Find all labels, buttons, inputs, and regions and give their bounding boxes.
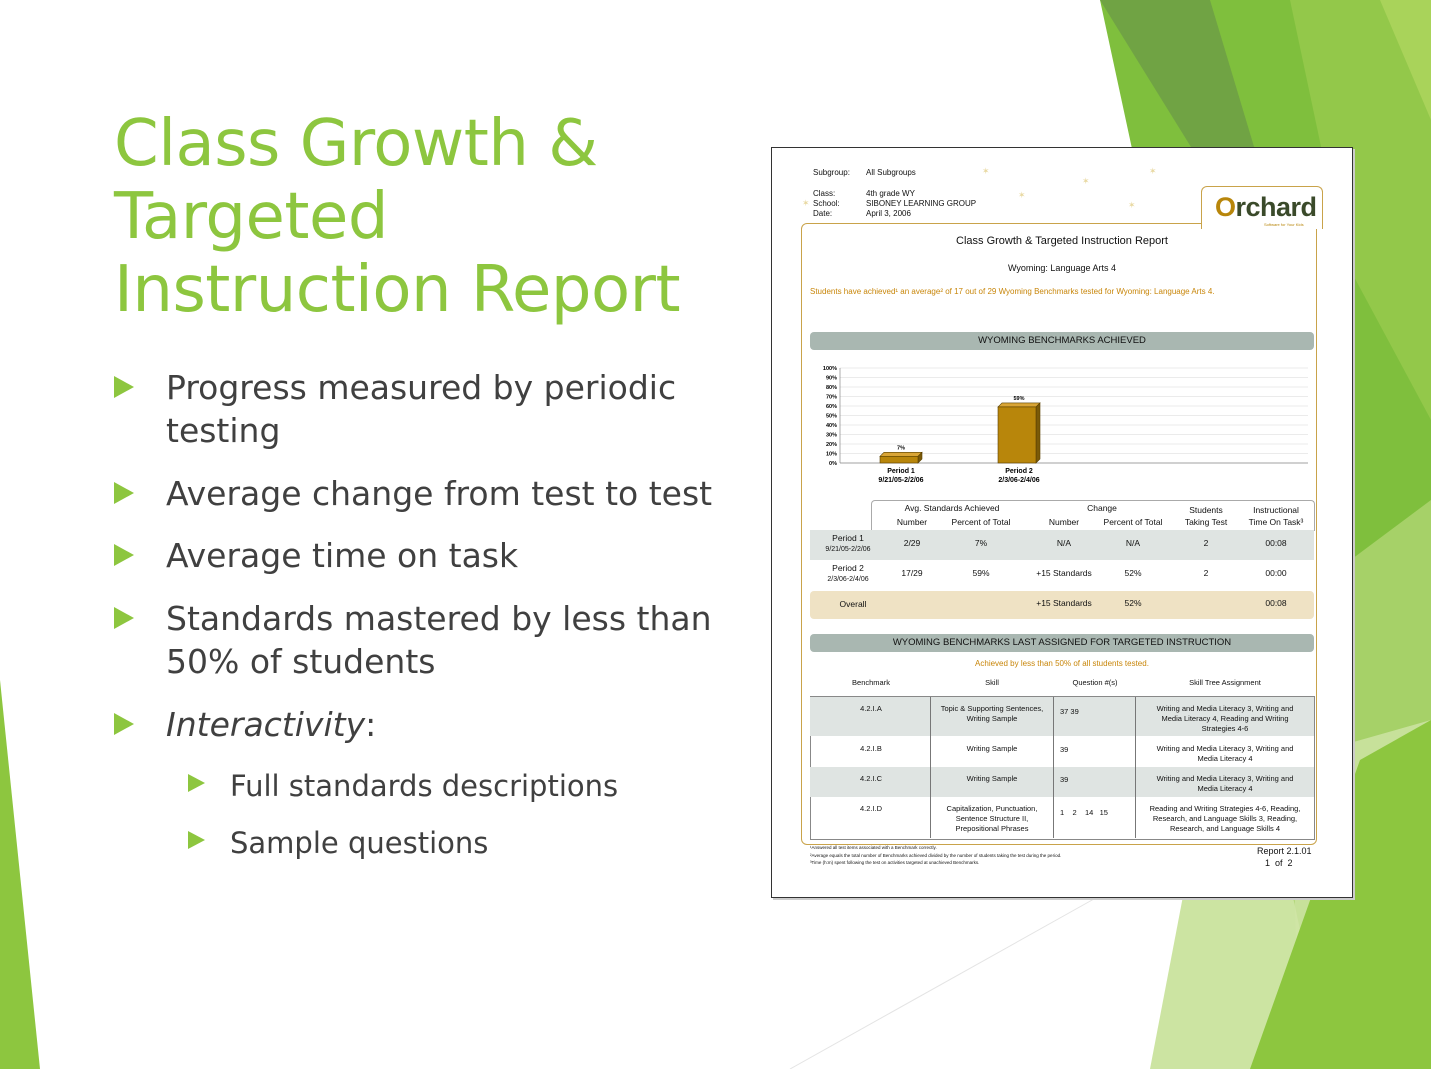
y-tick-label: 40% <box>825 423 837 429</box>
y-tick-label: 30% <box>825 432 837 439</box>
bullet-arrow-icon <box>114 713 134 735</box>
header-time: Instructional <box>1253 505 1299 515</box>
cell-number: 2/29 <box>903 538 921 548</box>
bar-value-label: 7% <box>897 445 905 452</box>
y-tick-label: 10% <box>825 451 837 458</box>
cell-questions: 39 <box>1060 745 1069 754</box>
cell-benchmark: 4.2.I.C <box>859 774 883 783</box>
cell-assignment-3: Strategies 4-6 <box>1201 724 1249 733</box>
overall-time: 00:08 <box>1265 598 1287 608</box>
star-icon: ✶ <box>1149 166 1157 176</box>
sub-bullet-text: Sample questions <box>230 826 489 860</box>
meta-school-label: School: <box>813 199 840 208</box>
y-tick-label: 100% <box>822 366 837 372</box>
cell-questions: 1 2 14 15 <box>1060 808 1108 817</box>
title-line-3: Instruction Report <box>114 253 681 327</box>
left-green-triangle <box>0 680 40 1069</box>
x-category-dates: 9/21/05-2/2/06 <box>878 477 924 484</box>
overall-label: Overall <box>839 599 867 609</box>
y-tick-label: 60% <box>825 404 837 410</box>
cell-assignment-2: Media Literacy 4 <box>1197 754 1253 763</box>
report-subtitle: Wyoming: Language Arts 4 <box>1008 263 1116 273</box>
sub-bullet-text: Full standards descriptions <box>230 769 619 803</box>
sub-bullet-arrow-icon <box>188 774 205 792</box>
row-label: Period 1 <box>832 533 864 543</box>
cell-change-percent: N/A <box>1125 538 1141 548</box>
star-icon: ✶ <box>1082 176 1090 186</box>
logo-tagline: Software for Your Kids <box>1264 222 1304 227</box>
y-tick-label: 20% <box>825 442 837 448</box>
cell-time: 00:08 <box>1265 538 1287 548</box>
bullet-arrow-icon <box>114 607 134 629</box>
meta-school: SIBONEY LEARNING GROUP <box>866 199 977 208</box>
cell-time: 00:00 <box>1265 568 1287 578</box>
x-category-label: Period 1 <box>887 468 915 475</box>
header-percent: Percent of Total <box>951 517 1011 527</box>
header-assignment: Skill Tree Assignment <box>1189 678 1261 687</box>
header-benchmark: Benchmark <box>852 678 890 687</box>
footnote-2: ²Average equals the total number of Benchmarks achieved divided by the number of students taking the test during the period. <box>810 853 1062 858</box>
cell-percent: 7% <box>974 538 988 548</box>
cell-percent: 59% <box>972 568 990 578</box>
cell-skill: Writing Sample <box>966 744 1018 753</box>
report-title: Class Growth & Targeted Instruction Report <box>956 235 1168 247</box>
y-tick-label: 70% <box>825 394 837 401</box>
meta-subgroup-label: Subgroup: <box>813 168 850 177</box>
cell-change-number: N/A <box>1056 538 1072 548</box>
star-icon: ✶ <box>1018 190 1026 200</box>
cell-assignment: Writing and Media Literacy 3, Writing and <box>1156 704 1294 713</box>
header-students-2: Taking Test <box>1184 517 1228 527</box>
y-tick-label: 50% <box>825 413 837 420</box>
orchard-logo: Orchard <box>1215 192 1317 222</box>
title-line-2: Targeted <box>114 180 388 254</box>
header-change-percent: Percent of Total <box>1103 517 1163 527</box>
row-label: Period 2 <box>832 563 864 573</box>
footnote-3: ³Time (h:m) spent following the test on activities targeted at unachieved Benchmarks. <box>810 860 980 865</box>
header-change-number: Number <box>1048 517 1080 527</box>
section2-note: Achieved by less than 50% of all students tested. <box>975 659 1149 668</box>
interactivity-colon: : <box>365 705 377 744</box>
y-tick-label: 80% <box>825 385 837 391</box>
cell-assignment: Writing and Media Literacy 3, Writing and <box>1156 744 1294 753</box>
meta-class-label: Class: <box>813 189 836 198</box>
header-avg: Avg. Standards Achieved <box>904 503 1000 513</box>
facet-line <box>790 890 1110 1069</box>
cell-students: 2 <box>1203 538 1209 548</box>
bullet-text: Average time on task <box>166 536 519 575</box>
cell-skill-3: Prepositional Phrases <box>955 824 1029 833</box>
cell-change-number: +15 Standards <box>1036 568 1092 578</box>
cell-skill: Capitalization, Punctuation, <box>946 804 1038 813</box>
header-students: Students <box>1189 505 1223 515</box>
cell-skill-2: Writing Sample <box>966 714 1018 723</box>
cell-questions: 39 <box>1060 775 1069 784</box>
meta-date-label: Date: <box>813 209 833 218</box>
bullet-text-cont: testing <box>166 411 281 450</box>
header-skill: Skill <box>985 678 999 687</box>
benchmark-table <box>772 148 1352 897</box>
header-change: Change <box>1087 503 1117 513</box>
slide-title <box>114 108 754 327</box>
cell-assignment-3: Research, and Language Skills 4 <box>1169 824 1281 833</box>
x-category-dates: 2/3/06-2/4/06 <box>998 477 1040 484</box>
bullet-arrow-icon <box>114 482 134 504</box>
footnote-1: ¹Answered all test items associated with a Benchmark correctly. <box>810 845 937 850</box>
header-number: Number <box>896 517 928 527</box>
star-icon: ✶ <box>1128 200 1136 210</box>
bullet-text <box>166 703 726 746</box>
y-tick-label: 90% <box>825 375 837 382</box>
bar-value-label: 59% <box>1013 395 1025 402</box>
x-category-label: Period 2 <box>1005 468 1033 475</box>
cell-assignment: Writing and Media Literacy 3, Writing and <box>1156 774 1294 783</box>
cell-change-percent: 52% <box>1124 568 1142 578</box>
section-benchmarks-achieved: WYOMING BENCHMARKS ACHIEVED <box>810 332 1314 350</box>
cell-assignment-2: Media Literacy 4, Reading and Writing <box>1161 714 1289 723</box>
star-icon: ✶ <box>802 198 810 208</box>
overall-change-number: +15 Standards <box>1036 598 1092 608</box>
cell-questions: 37 39 <box>1060 707 1079 716</box>
y-tick-label: 0% <box>829 461 837 467</box>
report-document <box>771 147 1353 898</box>
bullet-text: Progress measured by periodic <box>166 368 677 407</box>
interactivity-italic: Interactivity <box>166 705 366 744</box>
bullet-text-cont: 50% of students <box>166 642 436 681</box>
cell-assignment-2: Research, and Language Skills 3, Reading, <box>1152 814 1298 823</box>
meta-subgroup: All Subgroups <box>866 168 916 177</box>
cell-benchmark: 4.2.I.D <box>859 804 883 813</box>
cell-skill-2: Sentence Structure II, <box>955 814 1029 823</box>
bullet-text: Average change from test to test <box>166 474 713 513</box>
meta-date: April 3, 2006 <box>866 209 911 218</box>
row-dates: 9/21/05-2/2/06 <box>825 546 871 553</box>
report-summary: Students have achieved¹ an average² of 17 out of 29 Wyoming Benchmarks tested for Wyoming: Language Arts 4. <box>810 287 1215 296</box>
sub-bullet-arrow-icon <box>188 831 205 849</box>
cell-skill: Topic & Supporting Sentences, <box>940 704 1044 713</box>
cell-benchmark: 4.2.I.B <box>860 744 882 753</box>
section-targeted-instruction: WYOMING BENCHMARKS LAST ASSIGNED FOR TARGETED INSTRUCTION <box>810 634 1314 652</box>
cell-assignment: Reading and Writing Strategies 4-6, Reading, <box>1149 804 1301 813</box>
row-dates: 2/3/06-2/4/06 <box>827 576 869 583</box>
cell-students: 2 <box>1203 568 1209 578</box>
cell-benchmark: 4.2.I.A <box>860 704 882 713</box>
header-time-2: Time On Task³ <box>1248 517 1304 527</box>
overall-change-percent: 52% <box>1124 598 1142 608</box>
bullet-text: Standards mastered by less than <box>166 599 712 638</box>
title-line-1: Class Growth & <box>114 107 598 181</box>
cell-number: 17/29 <box>901 568 923 578</box>
report-id: Report 2.1.01 <box>1257 846 1312 856</box>
bullet-arrow-icon <box>114 376 134 398</box>
header-questions: Question #(s) <box>1072 678 1118 687</box>
cell-skill: Writing Sample <box>966 774 1018 783</box>
cell-assignment-2: Media Literacy 4 <box>1197 784 1253 793</box>
star-icon: ✶ <box>982 166 990 176</box>
page-number: 1 of 2 <box>1265 858 1293 868</box>
bullet-arrow-icon <box>114 544 134 566</box>
meta-class: 4th grade WY <box>866 189 915 198</box>
